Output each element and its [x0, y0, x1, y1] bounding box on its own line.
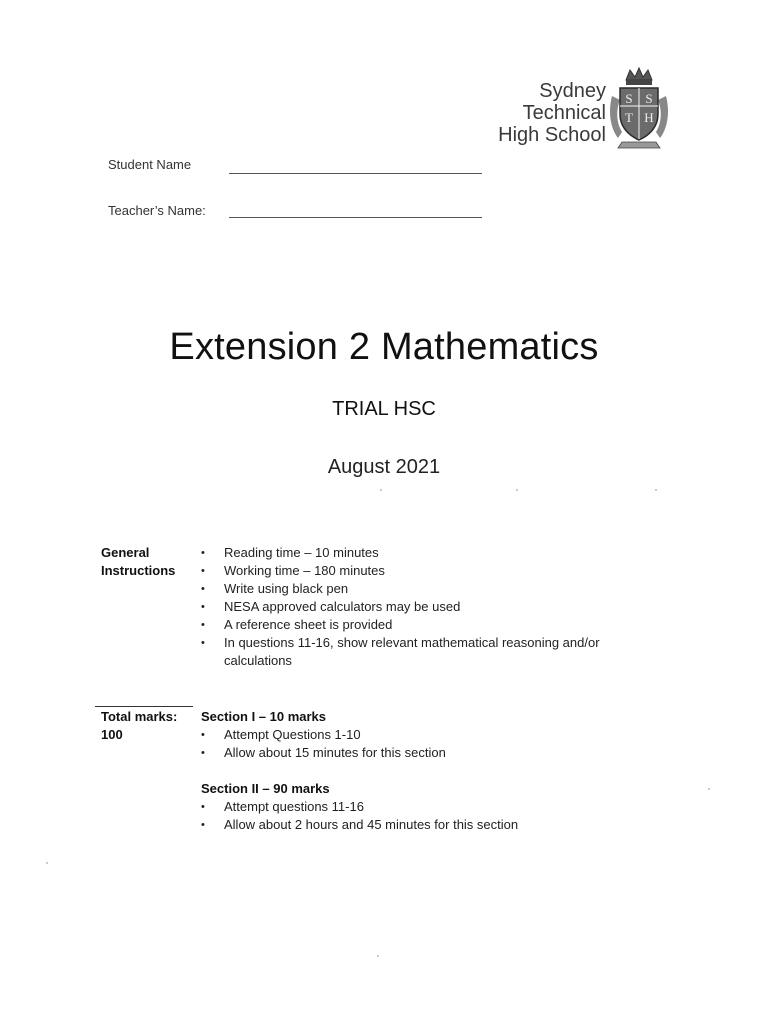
divider	[95, 706, 193, 707]
list-item: • Write using black pen	[201, 580, 631, 598]
school-crest-logo	[608, 66, 670, 152]
general-instructions-label-line-2: Instructions	[101, 563, 176, 578]
svg-text:S: S	[645, 91, 653, 106]
total-marks	[101, 708, 177, 744]
teacher-name-field[interactable]	[229, 217, 482, 218]
list-item: • A reference sheet is provided	[201, 616, 631, 634]
scan-speck	[380, 489, 382, 491]
exam-title: Extension 2 Mathematics	[169, 326, 599, 368]
general-instructions-label-line-1: General	[101, 545, 150, 560]
school-name	[498, 80, 606, 146]
scan-speck	[516, 489, 518, 491]
scan-speck	[708, 788, 710, 790]
school-name-line-2: Technical	[522, 102, 606, 124]
list-item: • Allow about 15 minutes for this section	[201, 744, 641, 762]
student-name-label: Student Name	[108, 157, 192, 172]
scan-speck	[46, 862, 48, 864]
section-2-heading: Section II – 90 marks	[201, 781, 330, 796]
svg-text:T: T	[625, 110, 633, 125]
list-item: • In questions 11-16, show relevant mathematical reasoning and/or calculations	[201, 634, 631, 670]
school-name-line-1: Sydney	[539, 80, 606, 102]
scan-speck	[377, 955, 379, 957]
general-instructions-list	[201, 544, 631, 670]
list-item: • Working time – 180 minutes	[201, 562, 631, 580]
section-2-list	[201, 798, 641, 834]
section-2	[201, 780, 641, 834]
section-1	[201, 708, 641, 762]
teacher-name-label: Teacher’s Name:	[108, 203, 206, 218]
exam-subtitle: TRIAL HSC	[332, 398, 436, 420]
svg-text:S: S	[625, 91, 633, 106]
school-name-line-3: High School	[498, 124, 606, 146]
scan-speck	[655, 489, 657, 491]
student-name-field[interactable]	[229, 173, 482, 174]
list-item: • Reading time – 10 minutes	[201, 544, 631, 562]
total-marks-value: 100	[101, 727, 123, 742]
exam-date: August 2021	[327, 456, 441, 478]
list-item: • NESA approved calculators may be used	[201, 598, 631, 616]
section-1-heading: Section I – 10 marks	[201, 709, 327, 724]
list-item: • Attempt questions 11-16	[201, 798, 641, 816]
total-marks-label: Total marks:	[101, 709, 178, 724]
list-item: • Attempt Questions 1-10	[201, 726, 641, 744]
svg-text:H: H	[644, 110, 654, 125]
section-1-list	[201, 726, 641, 762]
list-item: • Allow about 2 hours and 45 minutes for this section	[201, 816, 641, 834]
general-instructions-label	[101, 544, 175, 580]
